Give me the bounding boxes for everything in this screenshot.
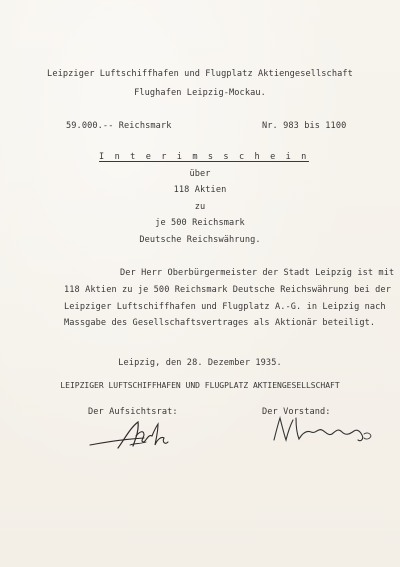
- body-line-1: Der Herr Oberbürgermeister der Stadt Leipzig ist mit: [120, 268, 395, 278]
- company-caps: LEIPZIGER LUFTSCHIFFHAFEN UND FLUGPLATZ AKTIENGESELLSCHAFT: [60, 381, 340, 390]
- share-numbers: Nr. 983 bis 1100: [262, 121, 347, 131]
- executive-board-label: Der Vorstand:: [262, 407, 331, 417]
- supervisory-signature: [86, 418, 182, 452]
- place-date: Leipzig, den 28. Dezember 1935.: [118, 358, 282, 368]
- body-line-2: 118 Aktien zu je 500 Reichsmark Deutsche Reichswährung bei der: [64, 285, 391, 295]
- airport-name-line: Flughafen Leipzig-Mockau.: [134, 88, 266, 98]
- certificate-currency: Deutsche Reichswährung.: [139, 235, 261, 245]
- certificate-to: zu: [194, 202, 206, 212]
- certificate-over: über: [189, 169, 211, 179]
- executive-signature: [266, 412, 376, 448]
- supervisory-board-label: Der Aufsichtsrat:: [88, 407, 178, 417]
- company-name-line: Leipziger Luftschiffhafen und Flugplatz Aktiengesellschaft: [47, 69, 353, 79]
- certificate-denomination: je 500 Reichsmark: [155, 218, 245, 228]
- capital-amount: 59.000.-- Reichsmark: [66, 121, 172, 131]
- body-line-4: Massgabe des Gesellschaftsvertrages als Aktionär beteiligt.: [64, 318, 376, 328]
- body-line-3: Leipziger Luftschiffhafen und Flugplatz A.-G. in Leipzig nach: [64, 302, 386, 312]
- certificate-title: I n t e r i m s s c h e i n: [99, 152, 309, 162]
- certificate-shares: 118 Aktien: [173, 185, 227, 195]
